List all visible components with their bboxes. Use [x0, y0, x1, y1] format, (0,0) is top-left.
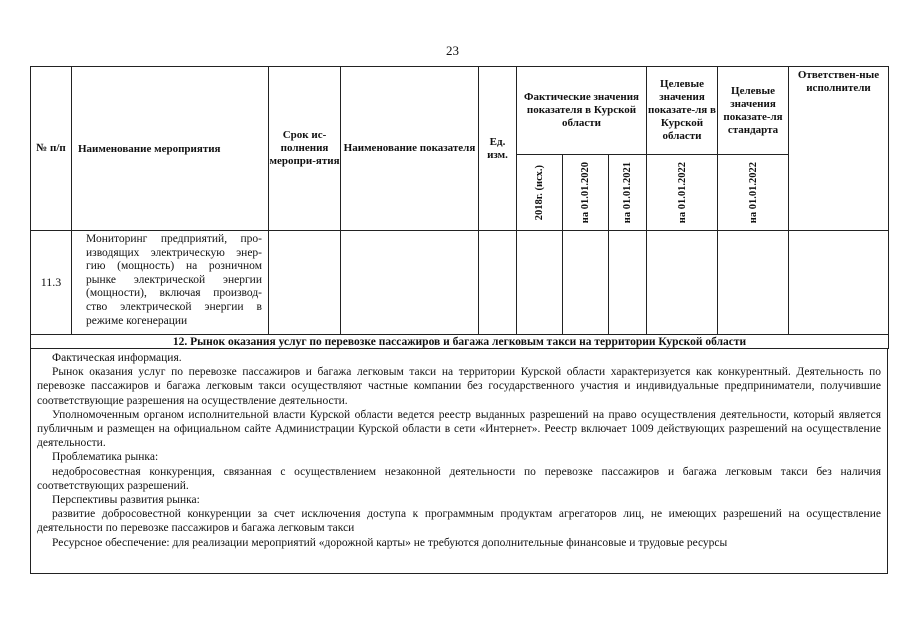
header-name: Наименование мероприятия	[72, 67, 269, 231]
header-2022-standard: на 01.01.2022	[718, 155, 789, 231]
table-row	[31, 231, 889, 335]
section-body	[30, 348, 888, 574]
header-target-standard: Целевые значения показате-ля стандарта	[718, 67, 789, 155]
paragraph-fact-heading: Фактическая информация.	[52, 352, 182, 364]
paragraph-resources: Ресурсное обеспечение: для реализации мероприятий «дорожной карты» не требуются дополнительные финансовые и трудовые ресурсы	[52, 536, 728, 549]
page-number: 23	[446, 43, 459, 58]
header-actual-values: Фактические значения показателя в Курской области	[517, 67, 647, 155]
paragraph-prospects: развитие добросовестной конкуренции за счет исключения доступа к программным продуктам агрегаторов лиц, не имеющих разрешений на осуществление деятельности по перевозке пассажиров и багажа легковым такси	[37, 508, 881, 535]
paragraph-fact-2: Уполномоченным органом исполнительной власти Курской области ведется реестр выданных разрешений на право осуществления деятельности, который является публичным и размещен на официальном сайте Администрации Курской области в сети «Интернет». Реестр включает 1009 действующих разрешений на осуществление деятельности.	[37, 408, 881, 450]
header-2018: 2018г. (исх.)	[517, 155, 563, 231]
header-num: № п/п	[31, 67, 72, 231]
row-number: 11.3	[31, 231, 72, 335]
section-title: 12. Рынок оказания услуг по перевозке пассажиров и багажа легковым такси на территории Курской области	[31, 335, 889, 349]
header-unit: Ед. изм.	[479, 67, 517, 231]
paragraph-prospects-heading: Перспективы развития рынка:	[52, 494, 200, 507]
header-2021: на 01.01.2021	[609, 155, 647, 231]
paragraph-fact-1: Рынок оказания услуг по перевозке пассажиров и багажа легковым такси на территории Курской области характеризуется как конкурентный. Деятельность по перевозке пассажиров и багажа легковым такси осуществляют частные компании без государственного участия и индивидуальные предприниматели, получившие соответствующие разрешения на осуществление деятельности.	[37, 366, 881, 407]
header-indicator: Наименование показателя	[341, 67, 479, 231]
roadmap-table	[30, 66, 889, 349]
header-responsible: Ответствен-ные исполнители	[789, 67, 889, 231]
paragraph-problems-heading: Проблематика рынка:	[52, 451, 159, 464]
header-2020: на 01.01.2020	[563, 155, 609, 231]
header-target-region: Целевые значения показате-ля в Курской области	[647, 67, 718, 155]
paragraph-problems: недобросовестная конкуренция, связанная с осуществлением незаконной деятельности по перевозке пассажиров и багажа легковым такси без наличия соответствующих разрешений.	[37, 465, 881, 492]
header-deadline: Срок ис-полнения меропри-ятия	[269, 67, 341, 231]
header-2022-region: на 01.01.2022	[647, 155, 718, 231]
row-description: Мониторинг предприятий, про-изводящих электрическую энер-гию (мощность) на розничном рынке электрической энергии (мощности), включая производ-ство электрической энергии в режиме когенерации	[72, 231, 269, 335]
